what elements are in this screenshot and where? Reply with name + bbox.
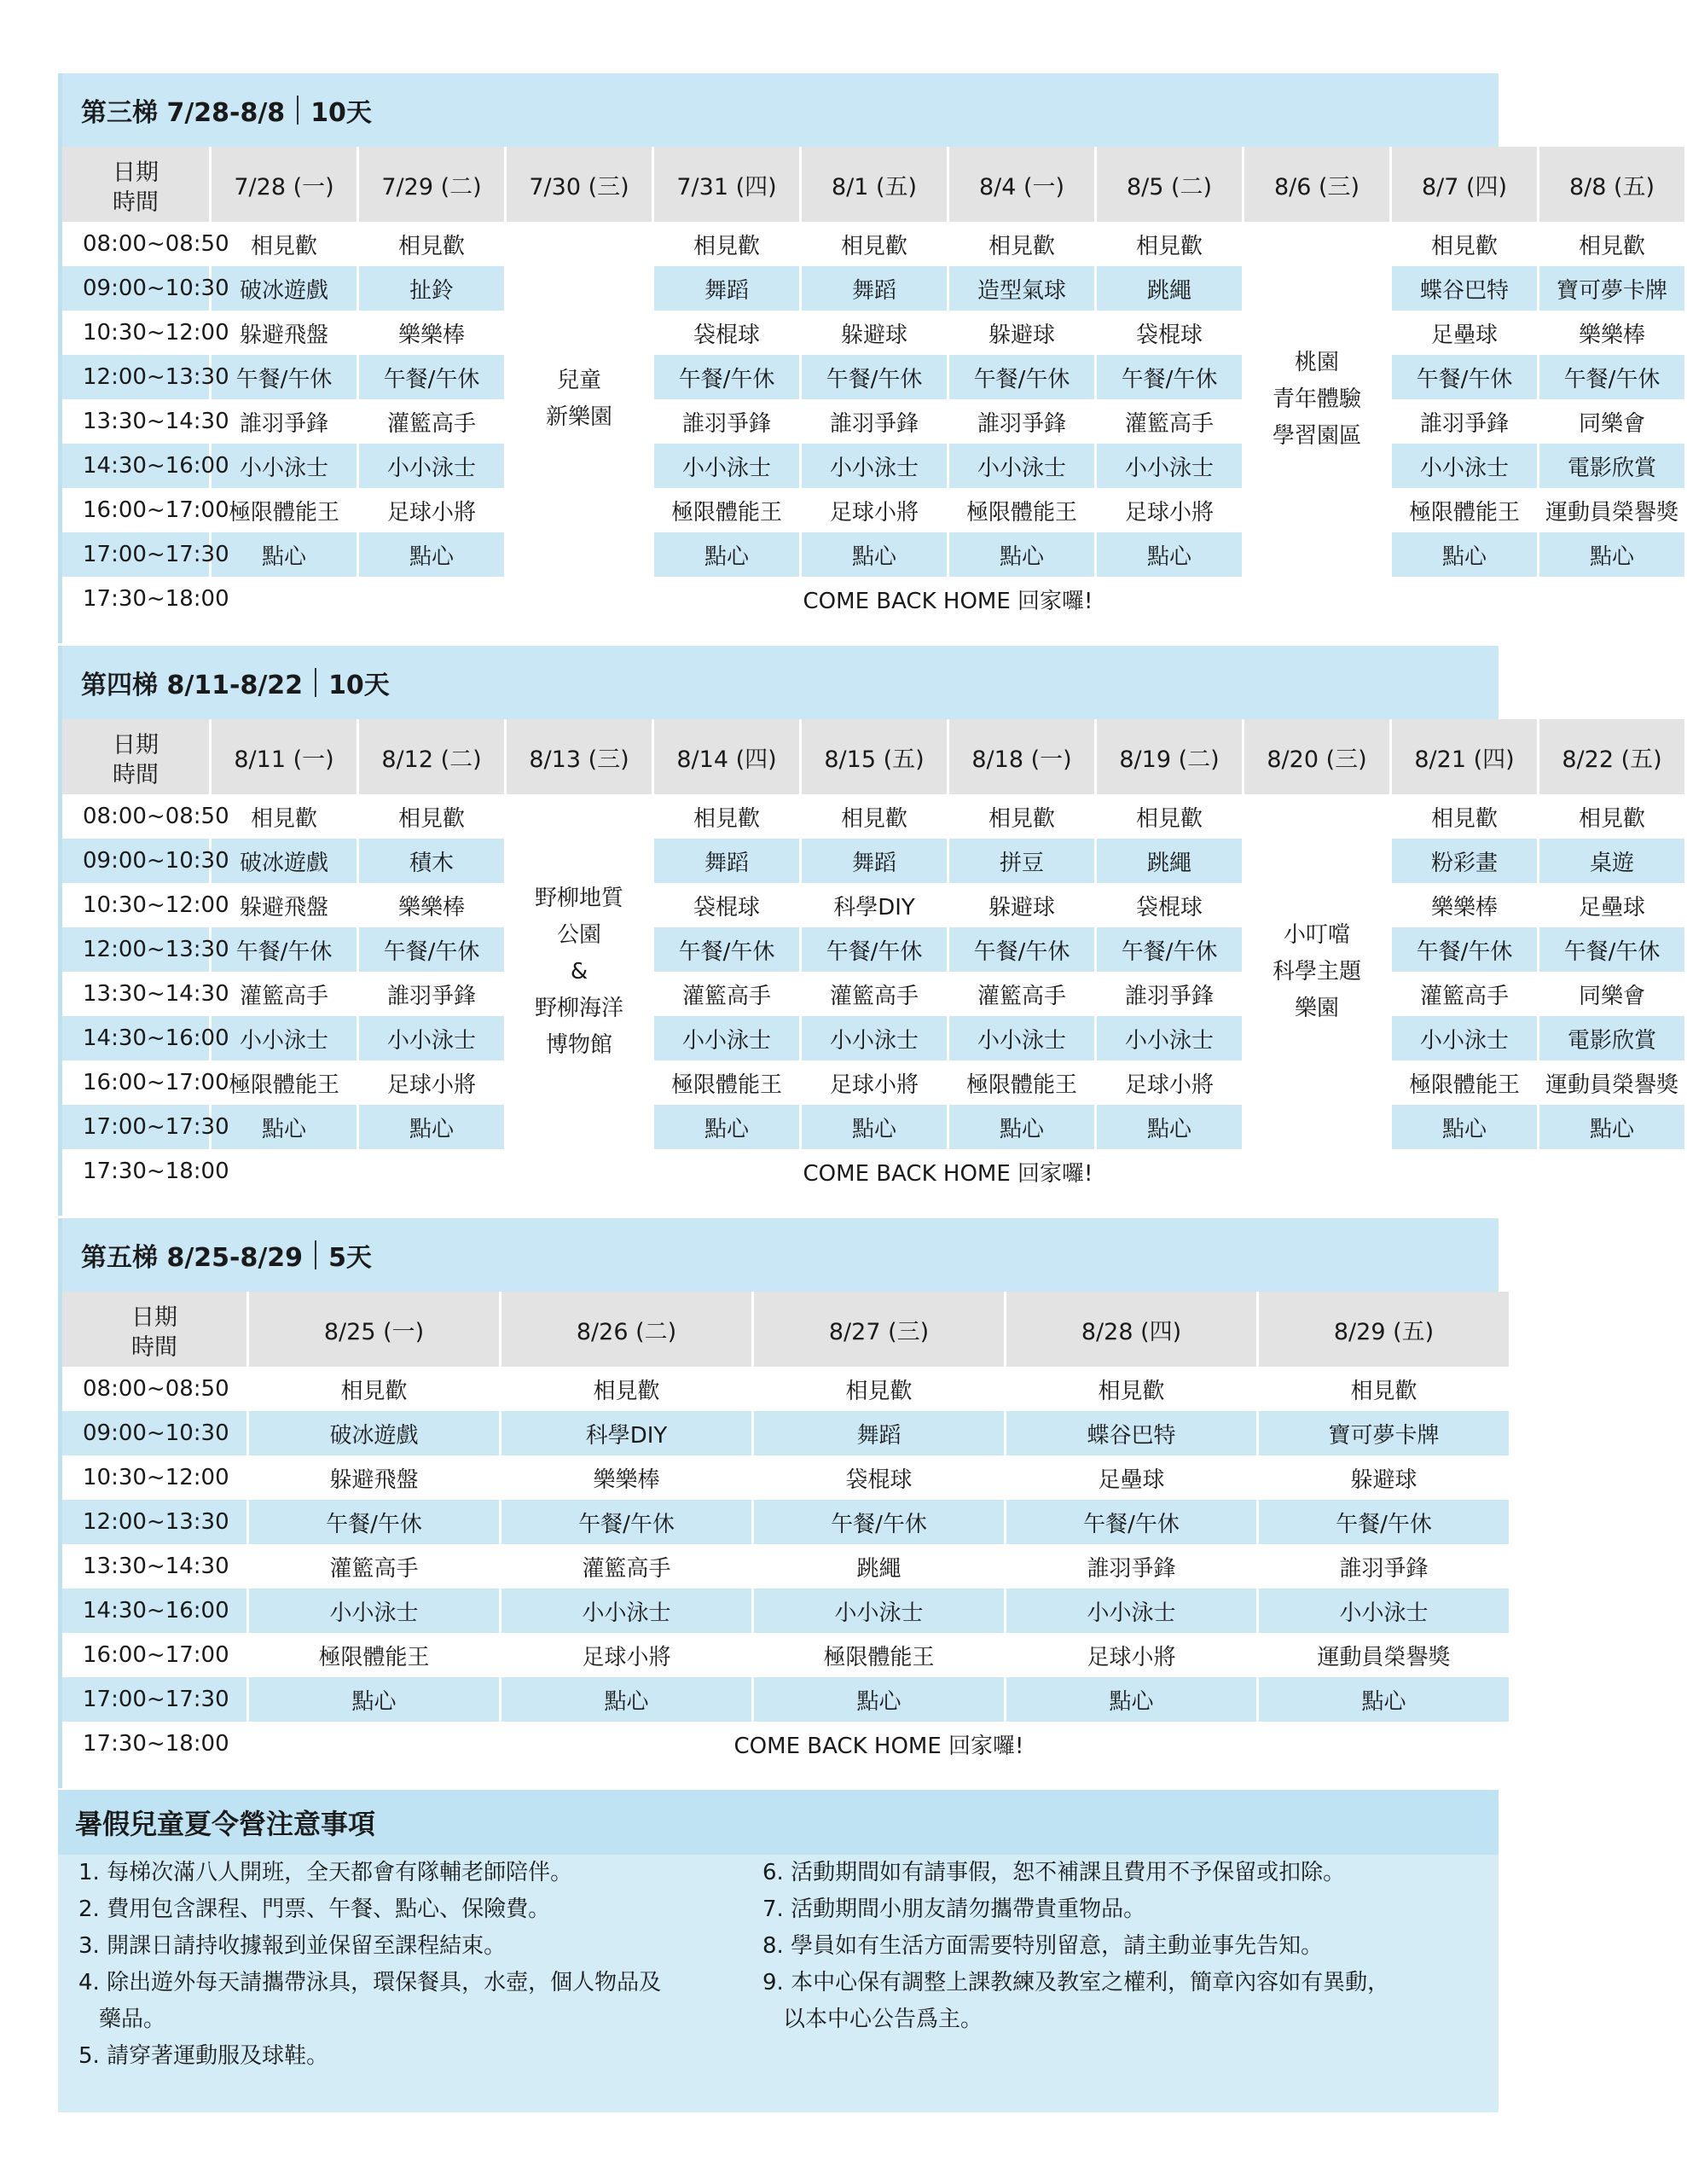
activity-cell: 點心 [1539, 532, 1684, 577]
day-header: 8/6 (三) [1244, 147, 1389, 222]
activity-cell: 小小泳士 [1006, 1589, 1256, 1633]
activity-cell: 相見歡 [1578, 805, 1645, 832]
activity-cell: 運動員榮譽獎 [1317, 1644, 1451, 1670]
note-line: 藥品。 [99, 2007, 166, 2032]
day-header: 8/5 (二) [1097, 147, 1242, 222]
activity-cell: 躲避球 [988, 322, 1055, 348]
activity-cell: 相見歡 [1350, 1378, 1417, 1404]
activity-cell: 誰羽爭鋒 [1124, 983, 1214, 1009]
activity-cell: 足壘球 [1578, 894, 1645, 921]
activity-cell: 誰羽爭鋒 [829, 410, 919, 437]
activity-cell: 午餐/午休 [1259, 1500, 1509, 1544]
activity-cell: 點心 [654, 1105, 799, 1149]
day-header: 7/29 (二) [359, 147, 504, 222]
activity-cell: 午餐/午休 [1392, 355, 1537, 399]
activity-cell: 極限體能王 [228, 1072, 339, 1098]
activity-cell: 相見歡 [1135, 233, 1203, 259]
activity-cell: 舞蹈 [654, 266, 799, 311]
time-slot: 10:30~12:00 [83, 1465, 229, 1490]
note-item [762, 1965, 1479, 2038]
activity-cell: 極限體能王 [965, 1072, 1077, 1098]
field-trip-line: 小叮噹 [1283, 921, 1350, 948]
activity-cell: 蝶谷巴特 [1006, 1411, 1256, 1455]
activity-cell: 跳繩 [1097, 266, 1242, 311]
note-line: 6. 活動期間如有請事假，恕不補課且費用不予保留或扣除。 [762, 1860, 1346, 1885]
day-header: 8/7 (四) [1392, 147, 1537, 222]
activity-cell: 破冰遊戲 [212, 266, 357, 311]
session-5-header [62, 1218, 1499, 1292]
activity-cell: 拼豆 [949, 839, 1094, 883]
activity-cell: 同樂會 [1578, 410, 1645, 437]
activity-cell: 運動員榮譽獎 [1545, 1072, 1678, 1098]
activity-cell: 灌籃高手 [239, 983, 328, 1009]
day-header: 7/28 (一) [212, 147, 357, 222]
activity-cell: 相見歡 [397, 233, 465, 259]
activity-cell: 足球小將 [1124, 1072, 1214, 1098]
activity-cell: 極限體能王 [228, 499, 339, 526]
activity-cell: 午餐/午休 [1006, 1500, 1256, 1544]
session-3-title: 第三梯 7/28-8/8 [81, 98, 286, 128]
day-header: 8/25 (一) [249, 1292, 499, 1367]
activity-cell: 足球小將 [829, 499, 919, 526]
activity-cell: 電影欣賞 [1539, 444, 1684, 488]
note-line: 以本中心公告爲主。 [783, 2007, 983, 2032]
activity-cell: 誰羽爭鋒 [1339, 1555, 1429, 1582]
note-line: 2. 費用包含課程、門票、午餐、點心、保險費。 [78, 1896, 551, 1922]
activity-cell: 相見歡 [845, 1378, 913, 1404]
activity-cell: 午餐/午休 [1097, 927, 1242, 972]
activity-cell: 袋棍球 [1135, 322, 1203, 348]
time-slot: 16:00~17:00 [83, 1070, 229, 1095]
time-slot: 13:30~14:30 [83, 981, 229, 1007]
activity-cell: 足球小將 [1124, 499, 1214, 526]
time-label: 時間 [113, 762, 159, 788]
activity-cell: 相見歡 [1135, 805, 1203, 832]
field-trip-line: 野柳地質 [534, 885, 623, 911]
activity-cell: 樂樂棒 [593, 1467, 660, 1493]
day-header: 8/11 (一) [212, 719, 357, 794]
field-trip-line: 學習園區 [1272, 422, 1361, 449]
activity-cell: 點心 [754, 1677, 1004, 1722]
field-trip-cell [507, 794, 652, 1149]
activity-cell: 相見歡 [840, 233, 907, 259]
activity-cell: 足球小將 [386, 499, 476, 526]
activity-cell: 破冰遊戲 [212, 839, 357, 883]
activity-cell: 相見歡 [988, 233, 1055, 259]
note-line: 3. 開課日請持收據報到並保留至課程結束。 [78, 1933, 507, 1959]
activity-cell: 小小泳士 [212, 1016, 357, 1060]
activity-cell: 躲避飛盤 [239, 322, 328, 348]
session-4 [58, 646, 1678, 1216]
time-slot: 16:00~17:00 [83, 497, 229, 523]
field-trip-line: 公園 [556, 921, 601, 948]
time-slot: 08:00~08:50 [83, 231, 229, 257]
activity-cell: 點心 [1259, 1677, 1509, 1722]
activity-cell: 灌籃高手 [1124, 410, 1214, 437]
activity-cell: 小小泳士 [501, 1589, 751, 1633]
time-slot: 17:00~17:30 [62, 1677, 246, 1722]
session-4-title: 第四梯 8/11-8/22 [81, 671, 304, 700]
activity-cell: 樂樂棒 [397, 322, 465, 348]
activity-cell: 科學DIY [501, 1411, 751, 1455]
time-slot: 14:30~16:00 [62, 444, 209, 488]
activity-cell: 午餐/午休 [654, 927, 799, 972]
activity-cell: 小小泳士 [802, 444, 947, 488]
notes-left-column [78, 1855, 752, 2075]
day-header: 8/27 (三) [754, 1292, 1004, 1367]
activity-cell: 極限體能王 [318, 1644, 430, 1670]
session-5 [58, 1218, 1499, 1788]
activity-cell: 午餐/午休 [249, 1500, 499, 1544]
activity-cell: 點心 [1006, 1677, 1256, 1722]
note-line: 4. 除出遊外每天請攜帶泳具，環保餐具，水壺，個人物品及 [78, 1970, 662, 1995]
activity-cell: 誰羽爭鋒 [239, 410, 328, 437]
note-line: 1. 每梯次滿八人開班，全天都會有隊輔老師陪伴。 [78, 1860, 573, 1885]
activity-cell: 躲避球 [1350, 1467, 1417, 1493]
activity-cell: 灌籃高手 [582, 1555, 671, 1582]
activity-cell: 躲避飛盤 [329, 1467, 419, 1493]
time-slot: 17:30~18:00 [83, 1159, 229, 1184]
note-item [78, 1855, 752, 1891]
note-line: 5. 請穿著運動服及球鞋。 [78, 2043, 329, 2069]
field-trip-line: 博物館 [545, 1031, 612, 1058]
activity-cell: 小小泳士 [1392, 1016, 1537, 1060]
activity-cell: 相見歡 [1098, 1378, 1165, 1404]
time-slot: 09:00~10:30 [62, 1411, 246, 1455]
activity-cell: 足球小將 [386, 1072, 476, 1098]
session-3-table [60, 147, 1687, 621]
activity-cell: 午餐/午休 [1097, 355, 1242, 399]
activity-cell: 小小泳士 [1097, 1016, 1242, 1060]
session-3 [58, 73, 1678, 643]
activity-cell: 點心 [359, 1105, 504, 1149]
activity-cell: 足球小將 [582, 1644, 671, 1670]
activity-cell: 誰羽爭鋒 [386, 983, 476, 1009]
time-slot: 10:30~12:00 [83, 892, 229, 918]
time-slot: 14:30~16:00 [62, 1016, 209, 1060]
activity-cell: 小小泳士 [802, 1016, 947, 1060]
activity-cell: 相見歡 [693, 233, 760, 259]
activity-cell: 午餐/午休 [802, 355, 947, 399]
activity-cell: 袋棍球 [1135, 894, 1203, 921]
date-time-corner [62, 147, 209, 222]
activity-cell: 誰羽爭鋒 [977, 410, 1066, 437]
activity-cell: 誰羽爭鋒 [1087, 1555, 1176, 1582]
date-label: 日期 [131, 1304, 177, 1331]
activity-cell: 樂樂棒 [397, 894, 465, 921]
activity-cell: 午餐/午休 [654, 355, 799, 399]
activity-cell: 小小泳士 [249, 1589, 499, 1633]
field-trip-line: 青年體驗 [1272, 386, 1361, 412]
time-slot: 13:30~14:30 [83, 1554, 229, 1579]
activity-cell: 樂樂棒 [1430, 894, 1498, 921]
activity-cell: 點心 [212, 1105, 357, 1149]
time-slot: 09:00~10:30 [62, 839, 209, 883]
day-header: 8/22 (五) [1539, 719, 1684, 794]
activity-cell: 相見歡 [1578, 233, 1645, 259]
activity-cell: 點心 [249, 1677, 499, 1722]
session-5-days: 5天 [328, 1243, 372, 1273]
activity-cell: 灌籃高手 [386, 410, 476, 437]
activity-cell: 點心 [1097, 1105, 1242, 1149]
activity-cell: 蝶谷巴特 [1392, 266, 1537, 311]
activity-cell: 小小泳士 [949, 444, 1094, 488]
day-header: 7/31 (四) [654, 147, 799, 222]
activity-cell: 寶可夢卡牌 [1259, 1411, 1509, 1455]
activity-cell: 相見歡 [250, 233, 317, 259]
note-line: 7. 活動期間小朋友請勿攜帶貴重物品。 [762, 1896, 1146, 1922]
date-time-corner [62, 1292, 246, 1367]
activity-cell: 造型氣球 [949, 266, 1094, 311]
activity-cell: 小小泳士 [1392, 444, 1537, 488]
activity-cell: 極限體能王 [670, 499, 782, 526]
session-4-days: 10天 [328, 671, 390, 700]
session-5-table [60, 1292, 1511, 1766]
day-header: 8/18 (一) [949, 719, 1094, 794]
activity-cell: 誰羽爭鋒 [1419, 410, 1509, 437]
time-slot: 12:00~13:30 [62, 1500, 246, 1544]
activity-cell: 足壘球 [1430, 322, 1498, 348]
activity-cell: 跳繩 [856, 1555, 901, 1582]
activity-cell: 點心 [501, 1677, 751, 1722]
day-header: 8/13 (三) [507, 719, 652, 794]
activity-cell: 極限體能王 [965, 499, 1077, 526]
field-trip-line: 新樂園 [545, 404, 612, 430]
note-item [78, 1965, 752, 2038]
day-header: 8/4 (一) [949, 147, 1094, 222]
day-header: 8/14 (四) [654, 719, 799, 794]
activity-cell: 相見歡 [1430, 233, 1498, 259]
activity-cell: 午餐/午休 [1539, 927, 1684, 972]
activity-cell: 相見歡 [840, 805, 907, 832]
session-4-table [60, 719, 1687, 1194]
activity-cell: 點心 [359, 532, 504, 577]
activity-cell: 粉彩畫 [1392, 839, 1537, 883]
activity-cell: 相見歡 [693, 805, 760, 832]
activity-cell: 樂樂棒 [1578, 322, 1645, 348]
activity-cell: 運動員榮譽獎 [1545, 499, 1678, 526]
activity-cell: 小小泳士 [654, 1016, 799, 1060]
activity-cell: 桌遊 [1539, 839, 1684, 883]
note-line: 9. 本中心保有調整上課教練及教室之權利，簡章內容如有異動， [762, 1970, 1390, 1995]
date-label: 日期 [113, 160, 159, 186]
time-slot: 13:30~14:30 [83, 409, 229, 434]
time-slot: 17:00~17:30 [62, 1105, 209, 1149]
session-4-header [62, 646, 1499, 719]
activity-cell: 舞蹈 [802, 839, 947, 883]
activity-cell: 小小泳士 [212, 444, 357, 488]
activity-cell: 破冰遊戲 [249, 1411, 499, 1455]
time-slot: 14:30~16:00 [62, 1589, 246, 1633]
activity-cell: 躲避飛盤 [239, 894, 328, 921]
session-5-title: 第五梯 8/25-8/29 [81, 1243, 304, 1273]
notes-panel [58, 1790, 1499, 2112]
day-header: 8/28 (四) [1006, 1292, 1256, 1367]
activity-cell: 小小泳士 [1097, 444, 1242, 488]
day-header: 8/8 (五) [1539, 147, 1684, 222]
activity-cell: 午餐/午休 [501, 1500, 751, 1544]
activity-cell: 袋棍球 [693, 894, 760, 921]
activity-cell: 足壘球 [1098, 1467, 1165, 1493]
activity-cell: 電影欣賞 [1539, 1016, 1684, 1060]
activity-cell: 相見歡 [397, 805, 465, 832]
time-slot: 12:00~13:30 [62, 355, 209, 399]
activity-cell: 灌籃高手 [829, 983, 919, 1009]
day-header: 8/12 (二) [359, 719, 504, 794]
activity-cell: 科學DIY [833, 894, 915, 921]
date-label: 日期 [113, 732, 159, 758]
activity-cell: 午餐/午休 [754, 1500, 1004, 1544]
time-label: 時間 [113, 189, 159, 216]
activity-cell: 誰羽爭鋒 [681, 410, 771, 437]
time-slot: 12:00~13:30 [62, 927, 209, 972]
field-trip-line: 科學主題 [1272, 958, 1361, 985]
activity-cell: 點心 [1392, 1105, 1537, 1149]
day-header: 8/26 (二) [501, 1292, 751, 1367]
note-item [78, 2038, 752, 2075]
notes-right-column [762, 1855, 1479, 2038]
activity-cell: 積木 [359, 839, 504, 883]
activity-cell: 午餐/午休 [359, 927, 504, 972]
activity-cell: 午餐/午休 [949, 355, 1094, 399]
day-header: 8/21 (四) [1392, 719, 1537, 794]
activity-cell: 相見歡 [340, 1378, 408, 1404]
activity-cell: 相見歡 [593, 1378, 660, 1404]
note-line: 8. 學員如有生活方面需要特別留意，請主動並事先告知。 [762, 1933, 1324, 1959]
field-trip-cell [1244, 222, 1389, 577]
activity-cell: 袋棍球 [693, 322, 760, 348]
day-header: 7/30 (三) [507, 147, 652, 222]
activity-cell: 午餐/午休 [1539, 355, 1684, 399]
activity-cell: 扯鈴 [359, 266, 504, 311]
activity-cell: 午餐/午休 [212, 355, 357, 399]
day-header: 8/15 (五) [802, 719, 947, 794]
time-slot: 17:30~18:00 [83, 586, 229, 612]
field-trip-cell [1244, 794, 1389, 1149]
activity-cell: 小小泳士 [754, 1589, 1004, 1633]
activity-cell: 點心 [949, 532, 1094, 577]
activity-cell: 午餐/午休 [949, 927, 1094, 972]
activity-cell: 袋棍球 [845, 1467, 913, 1493]
activity-cell: 舞蹈 [754, 1411, 1004, 1455]
activity-cell: 舞蹈 [802, 266, 947, 311]
activity-cell: 極限體能王 [670, 1072, 782, 1098]
activity-cell: 躲避球 [988, 894, 1055, 921]
activity-cell: 點心 [1539, 1105, 1684, 1149]
activity-cell: 灌籃高手 [329, 1555, 419, 1582]
activity-cell: 小小泳士 [359, 444, 504, 488]
field-trip-line: 樂園 [1294, 995, 1339, 1021]
come-back-home: COME BACK HOME 回家囉! [733, 1733, 1024, 1759]
time-slot: 08:00~08:50 [83, 1376, 229, 1402]
activity-cell: 點心 [212, 532, 357, 577]
activity-cell: 灌籃高手 [1419, 983, 1509, 1009]
activity-cell: 灌籃高手 [977, 983, 1066, 1009]
day-header: 8/1 (五) [802, 147, 947, 222]
activity-cell: 小小泳士 [1259, 1589, 1509, 1633]
note-item [78, 1928, 752, 1965]
field-trip-line: 兒童 [556, 368, 601, 393]
time-slot: 17:30~18:00 [83, 1731, 229, 1757]
field-trip-line: 野柳海洋 [534, 995, 623, 1021]
note-item [762, 1855, 1479, 1891]
day-header: 8/19 (二) [1097, 719, 1242, 794]
field-trip-line: 桃園 [1294, 349, 1339, 375]
activity-cell: 足球小將 [829, 1072, 919, 1098]
activity-cell: 小小泳士 [949, 1016, 1094, 1060]
activity-cell: 小小泳士 [654, 444, 799, 488]
come-back-home: COME BACK HOME 回家囉! [803, 588, 1093, 614]
day-header: 8/29 (五) [1259, 1292, 1509, 1367]
activity-cell: 午餐/午休 [802, 927, 947, 972]
activity-cell: 躲避球 [840, 322, 907, 348]
time-slot: 10:30~12:00 [83, 320, 229, 346]
activity-cell: 跳繩 [1097, 839, 1242, 883]
note-item [762, 1891, 1479, 1928]
time-slot: 16:00~17:00 [83, 1642, 229, 1668]
date-time-corner [62, 719, 209, 794]
note-item [78, 1891, 752, 1928]
activity-cell: 極限體能王 [1408, 499, 1520, 526]
activity-cell: 相見歡 [988, 805, 1055, 832]
activity-cell: 相見歡 [1430, 805, 1498, 832]
activity-cell: 午餐/午休 [212, 927, 357, 972]
time-slot: 09:00~10:30 [62, 266, 209, 311]
activity-cell: 寶可夢卡牌 [1539, 266, 1684, 311]
come-back-home: COME BACK HOME 回家囉! [803, 1160, 1093, 1187]
activity-cell: 午餐/午休 [1392, 927, 1537, 972]
activity-cell: 點心 [949, 1105, 1094, 1149]
session-3-header [62, 73, 1499, 147]
activity-cell: 小小泳士 [359, 1016, 504, 1060]
day-header: 8/20 (三) [1244, 719, 1389, 794]
activity-cell: 相見歡 [250, 805, 317, 832]
notes-title: 暑假兒童夏令營注意事項 [58, 1790, 1499, 1855]
activity-cell: 極限體能王 [823, 1644, 935, 1670]
field-trip-line: & [570, 958, 588, 985]
time-slot: 17:00~17:30 [62, 532, 209, 577]
activity-cell: 極限體能王 [1408, 1072, 1520, 1098]
activity-cell: 足球小將 [1087, 1644, 1176, 1670]
activity-cell: 同樂會 [1578, 983, 1645, 1009]
note-item [762, 1928, 1479, 1965]
activity-cell: 灌籃高手 [681, 983, 771, 1009]
activity-cell: 點心 [1097, 532, 1242, 577]
field-trip-cell [507, 222, 652, 577]
activity-cell: 點心 [802, 532, 947, 577]
time-slot: 08:00~08:50 [83, 804, 229, 829]
session-3-days: 10天 [310, 98, 372, 128]
activity-cell: 點心 [654, 532, 799, 577]
activity-cell: 點心 [1392, 532, 1537, 577]
activity-cell: 午餐/午休 [359, 355, 504, 399]
activity-cell: 點心 [802, 1105, 947, 1149]
time-label: 時間 [131, 1334, 177, 1361]
activity-cell: 舞蹈 [654, 839, 799, 883]
